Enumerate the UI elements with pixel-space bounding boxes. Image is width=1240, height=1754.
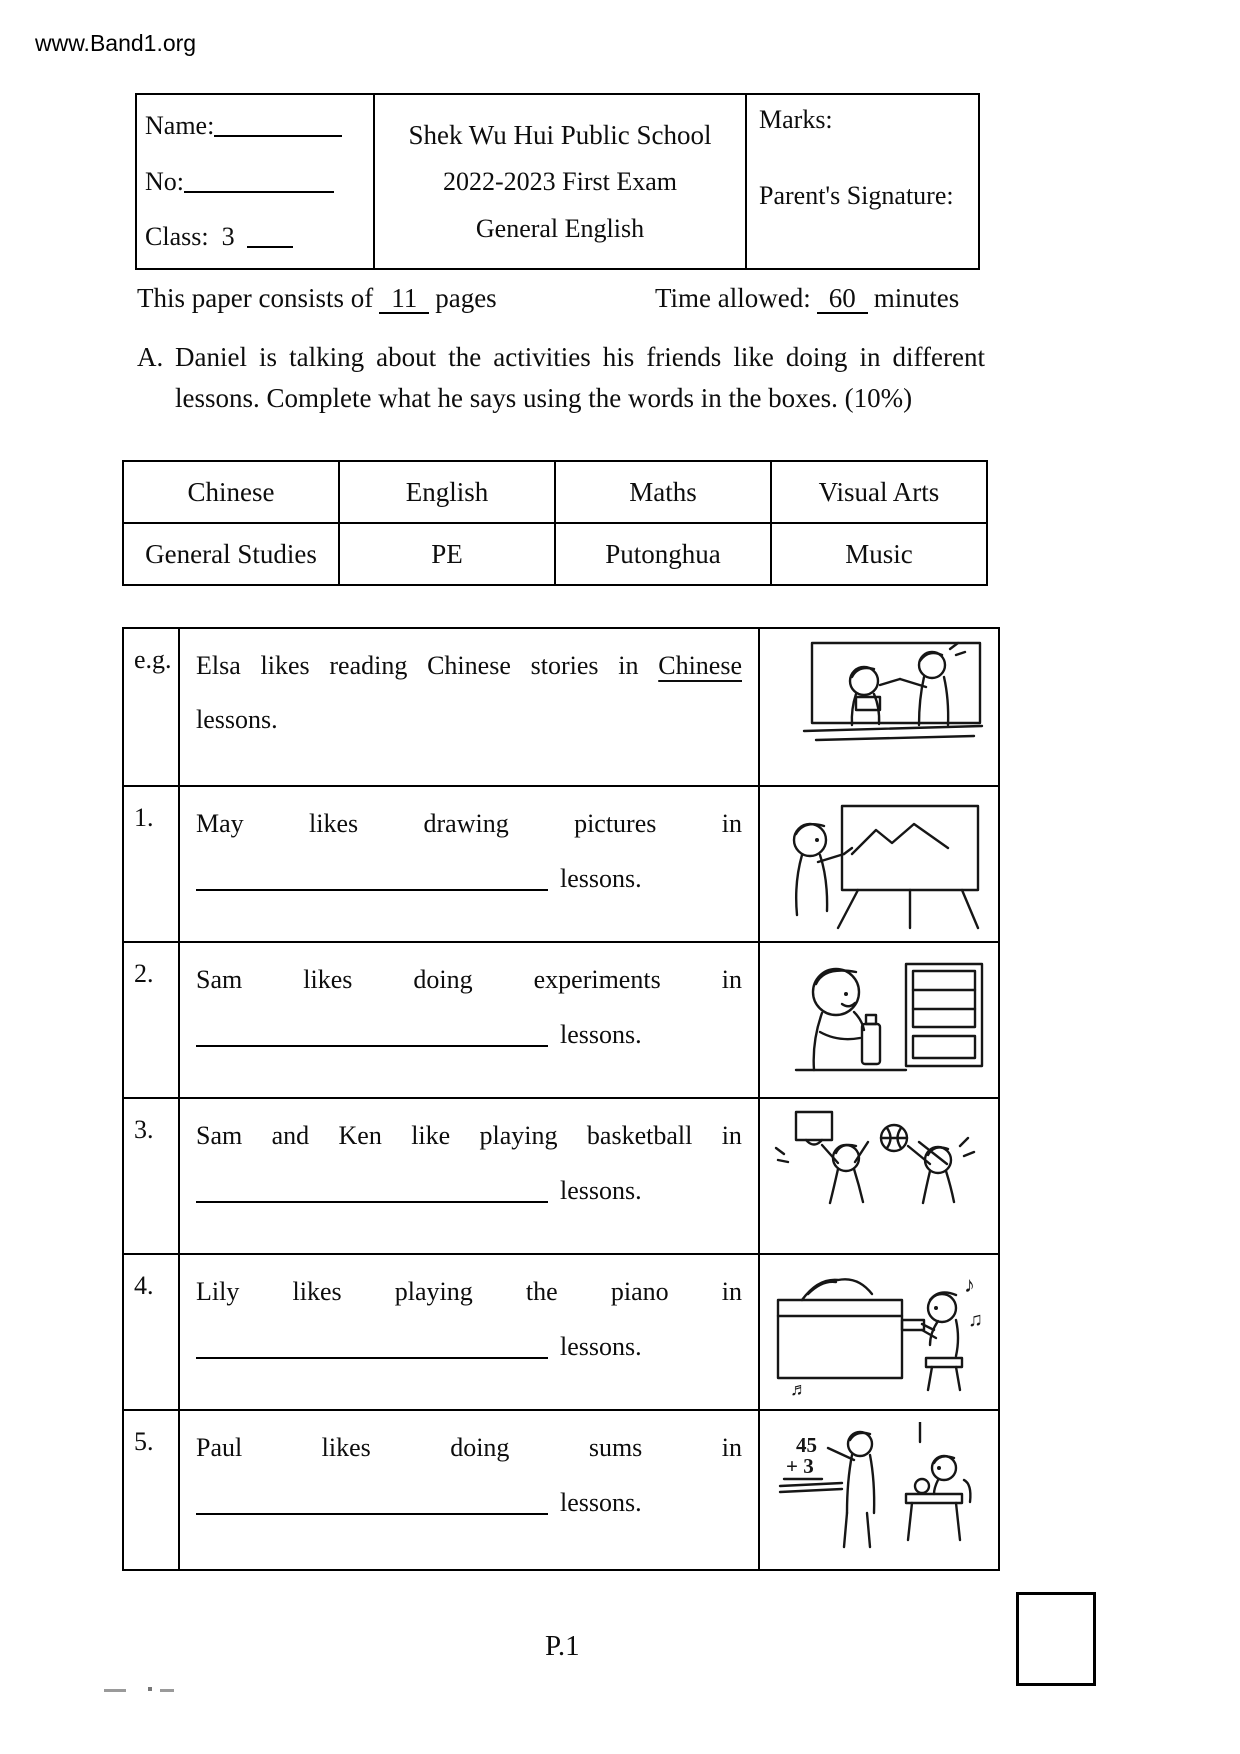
sentence-line2 (196, 1487, 742, 1518)
subject-word-cell: PE (339, 523, 555, 585)
subject-word-cell: Putonghua (555, 523, 771, 585)
exercise-row (124, 785, 998, 941)
instruction-word: about (376, 342, 437, 372)
exam-title-column (375, 95, 747, 268)
sentence-line1 (196, 1433, 742, 1463)
sentence-word: and (271, 1121, 310, 1150)
section-a-instructions (137, 342, 985, 414)
answer-blank-line (196, 1331, 548, 1359)
sentence-word: likes (260, 651, 310, 680)
sentence-word: sums (588, 1433, 643, 1462)
question-number: 4. (124, 1255, 180, 1409)
sentence-line2 (196, 705, 742, 735)
question-number: 5. (124, 1411, 180, 1569)
question-number: 3. (124, 1099, 180, 1253)
sentence-word: Sam (196, 1121, 243, 1150)
pages-suffix: pages (435, 283, 497, 313)
classroom-chinese-lesson-illustration (760, 629, 998, 785)
sentence-word: likes (309, 809, 359, 838)
sentence-line2 (196, 1175, 742, 1206)
sentence-word: piano (610, 1277, 669, 1306)
svg-text:+ 3: + 3 (786, 1454, 814, 1478)
instructions-line2: lessons. Complete what he says using the words in the boxes. (10%) (175, 383, 913, 413)
sentence-word: May (196, 809, 244, 838)
no-field (145, 167, 365, 197)
pages-count: 11 (379, 284, 429, 314)
sentence-word: pictures (574, 809, 657, 838)
sentence-word: likes (292, 1277, 342, 1306)
page-number: P.1 (545, 1630, 580, 1662)
instruction-word: is (259, 342, 278, 372)
instruction-word: activities (493, 342, 591, 372)
lessons-word: lessons. (196, 705, 278, 734)
svg-text:♫: ♫ (968, 1309, 983, 1331)
exercise-row (124, 1253, 998, 1409)
lessons-word: lessons. (560, 1488, 642, 1517)
sentence-word: doing (450, 1433, 510, 1462)
subject-word-cell: General Studies (123, 523, 339, 585)
sentence-line2 (196, 1331, 742, 1362)
svg-text:♬: ♬ (790, 1379, 808, 1399)
sentence-word: doing (413, 965, 473, 994)
exam-title: 2022-2023 First Exam (443, 167, 677, 196)
question-number: 2. (124, 943, 180, 1097)
children-playing-basketball-illustration (760, 1099, 998, 1253)
sentence-word: likes (303, 965, 353, 994)
section-a-label: A. (137, 342, 164, 372)
sentence-word: the (525, 1277, 558, 1306)
lessons-word: lessons. (560, 1020, 642, 1049)
sentence-word: Sam (196, 965, 243, 994)
pages-info (137, 283, 497, 314)
no-blank-line (184, 169, 334, 193)
instruction-word: different (892, 342, 985, 372)
scan-artifact-mark (104, 1689, 126, 1692)
sentence-word: drawing (423, 809, 509, 838)
sentence-cell (180, 629, 760, 785)
sentence-word: playing (479, 1121, 558, 1150)
section-a-text (175, 342, 985, 414)
sentence-line1 (196, 809, 742, 839)
sentence-word: experiments (533, 965, 661, 994)
time-suffix: minutes (873, 283, 960, 313)
answer-blank-line (196, 1175, 548, 1203)
subject-word-cell: Chinese (123, 461, 339, 523)
subject-word-cell: Music (771, 523, 987, 585)
sentence-word: playing (394, 1277, 473, 1306)
sentence-line1 (196, 651, 742, 681)
question-number: e.g. (124, 629, 180, 785)
instructions-line1 (175, 342, 985, 373)
sentence-line1 (196, 1121, 742, 1151)
girl-playing-piano-illustration (760, 1255, 998, 1409)
answer-blank-line (196, 1019, 548, 1047)
instruction-word: in (859, 342, 881, 372)
sentence-cell (180, 1099, 760, 1253)
subject-word-cell: Visual Arts (771, 461, 987, 523)
sentence-word: Paul (196, 1433, 243, 1462)
word-box-table (122, 460, 988, 586)
class-blank-line (247, 224, 293, 248)
sentence-word: Elsa (196, 651, 241, 680)
class-label: Class: (145, 222, 209, 251)
sentence-word: in (721, 1121, 742, 1150)
sentence-cell (180, 1411, 760, 1569)
school-name: Shek Wu Hui Public School (408, 119, 712, 150)
sentence-word: in (721, 1433, 742, 1462)
sentence-line1 (196, 1277, 742, 1307)
lessons-word: lessons. (560, 864, 642, 893)
child-painting-easel-illustration (760, 787, 998, 941)
exercise-table (122, 627, 1000, 1571)
exercise-row (124, 629, 998, 785)
question-number: 1. (124, 787, 180, 941)
sentence-word: in (721, 1277, 742, 1306)
parent-signature-label: Parent's Signature: (759, 181, 954, 210)
sentence-word: in (721, 965, 742, 994)
lessons-word: lessons. (560, 1176, 642, 1205)
marks-label: Marks: (759, 105, 833, 134)
answer-blank-line (196, 863, 548, 891)
sentence-line1 (196, 965, 742, 995)
sentence-word: in (721, 809, 742, 838)
instruction-word: his (602, 342, 635, 372)
time-info (655, 283, 959, 314)
exercise-row (124, 1409, 998, 1569)
sentence-word: Lily (196, 1277, 240, 1306)
time-value: 60 (817, 284, 868, 314)
svg-text:♪: ♪ (964, 1272, 975, 1297)
watermark-url: www.Band1.org (35, 30, 197, 56)
sentence-word: likes (321, 1433, 371, 1462)
sentence-cell (180, 1255, 760, 1409)
instruction-word: doing (785, 342, 848, 372)
sentence-line2 (196, 863, 742, 894)
sentence-word: stories (530, 651, 599, 680)
sentence-word: Ken (338, 1121, 382, 1150)
sentence-line2 (196, 1019, 742, 1050)
name-label: Name: (145, 111, 215, 140)
subject-word-cell: English (339, 461, 555, 523)
instruction-word: friends (646, 342, 722, 372)
no-label: No: (145, 166, 184, 196)
name-field (145, 111, 365, 141)
boys-sums-blackboard-illustration (760, 1411, 998, 1569)
sentence-word: basketball (586, 1121, 693, 1150)
answer-blank-line (196, 1487, 548, 1515)
subject-word-cell: Maths (555, 461, 771, 523)
svg-text:45: 45 (796, 1433, 817, 1457)
instruction-word: Daniel (175, 342, 247, 372)
word-box-row (123, 461, 987, 523)
sentence-word: Chinese (658, 651, 742, 680)
boy-science-experiment-illustration (760, 943, 998, 1097)
time-prefix: Time allowed: (655, 283, 811, 313)
lessons-word: lessons. (560, 1332, 642, 1361)
student-fields-column (137, 95, 375, 268)
sentence-word: reading (329, 651, 408, 680)
scan-artifact-mark (160, 1689, 174, 1692)
student-info-table (135, 93, 980, 270)
class-value: 3 (221, 222, 235, 251)
instruction-word: like (733, 342, 774, 372)
score-box (1016, 1592, 1096, 1686)
marks-column (747, 95, 978, 268)
class-field (145, 222, 365, 252)
exam-subject: General English (475, 213, 645, 243)
sentence-word: Chinese (427, 651, 511, 680)
sentence-word: like (411, 1121, 451, 1150)
scan-artifact-mark (148, 1687, 152, 1691)
sentence-cell (180, 787, 760, 941)
sentence-cell (180, 943, 760, 1097)
exercise-row (124, 941, 998, 1097)
instruction-word: talking (289, 342, 365, 372)
word-box-row (123, 523, 987, 585)
name-blank-line (214, 113, 342, 137)
pages-prefix: This paper consists of (137, 283, 374, 313)
exercise-row (124, 1097, 998, 1253)
instruction-word: the (448, 342, 482, 372)
sentence-word: in (618, 651, 639, 680)
